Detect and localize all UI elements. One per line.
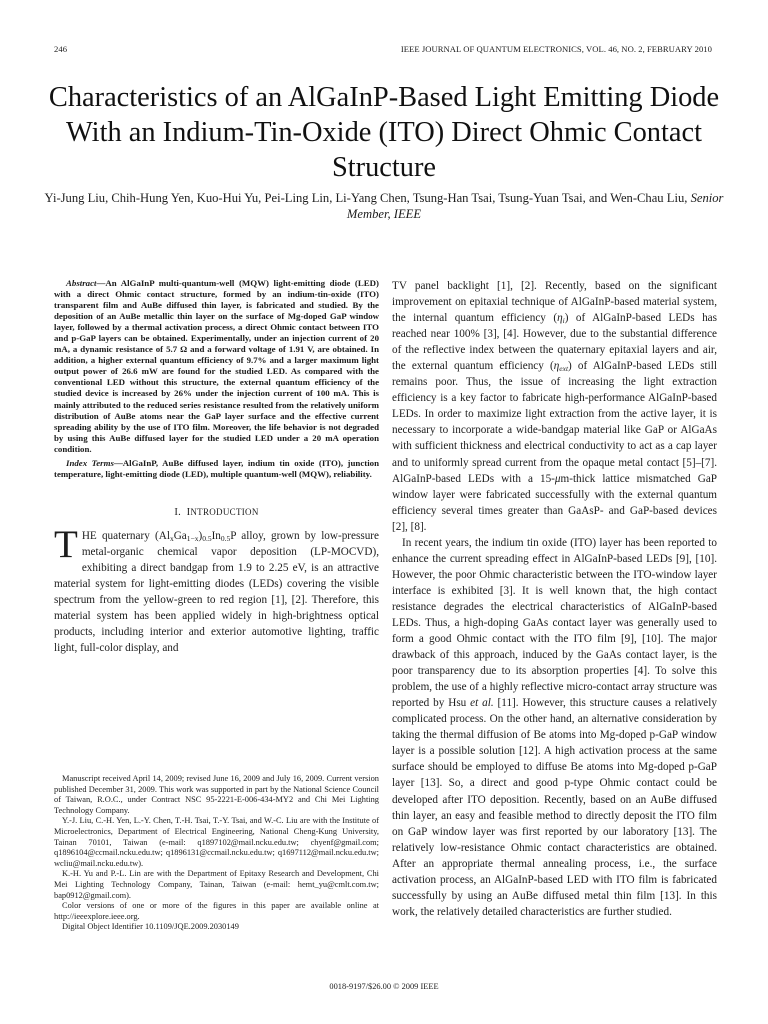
footnote-color-versions: Color versions of one or more of the figures in this paper are available online at http://ieeexplore.ieee.org. bbox=[54, 901, 379, 921]
footnote-affiliation-2: K.-H. Yu and P.-L. Lin are with the Department of Epitaxy Research and Development, Chi Mei Lighting Technology Company, Tainan, Taiwan (e-mail: hemt_yu@cmlt.com.tw; bap0912@gmail.com). bbox=[54, 869, 379, 900]
text-run: In recent years, the indium tin oxide (ITO) layer has been reported to enhance the current spreading effect in AlGaInP-based LEDs [9], [10]. However, the poor Ohmic characteristic between the ITO-window layer interface is exhibited [3]. It is well known that, the high contact resistance degrades the electrical characteristics of AlGaInP-based LEDs. Thus, a high-doping GaAs contact layer was generally used to form a good Ohmic contact with the ITO film [9], [10]. The major drawback of this approach, induced by the GaAs contact layer, is the poor transparency due to its absorption properties [4]. To solve this problem, the use of a highly reflective micro-contact array structure was reported by Hsu bbox=[392, 536, 717, 710]
page-header bbox=[54, 44, 712, 58]
subscript: 0.5 bbox=[202, 533, 212, 543]
paper-title: Characteristics of an AlGaInP-Based Light Emitting Diode With an Indium-Tin-Oxide (ITO) Direct Ohmic Contact Structure bbox=[48, 82, 720, 183]
abstract-text: —An AlGaInP multi-quantum-well (MQW) light-emitting diode (LED) with a direct Ohmic contact structure, formed by an indium-tin-oxide (ITO) transparent film and AuBe diffused thin layer, is fabricated and studied. By the deposition of an AuBe metallic thin layer on the surface of Mg-doped GaP window layer, followed by a thermal activation process, a direct Ohmic contact between ITO and p-GaP layers can be obtained. Experimentally, under an injection current of 20 mA, a dynamic resistance of 5.7 Ω and a forward voltage of 1.91 V, are obtained. In addition, a higher external quantum efficiency of 9.7% and a larger maximum light output power of 26.6 mW are found for the studied LED. As compared with the conventional LED without this structure, the external quantum efficiency of the studied device is increased by 26% under the injection current of 100 mA. This is mainly attributed to the reduced series resistance resulted from the relatively uniform distribution of AuBe atoms near the GaP layer surface and the effective current spreading ability by the use of ITO film. Moreover, the life behavior is not degraded by using this AuBe diffused layer for the studied LED under a 20 mA operation condition. bbox=[54, 278, 379, 454]
subscript: 0.5 bbox=[220, 533, 231, 543]
abstract-label: Abstract bbox=[66, 278, 97, 288]
index-terms-label: Index Terms bbox=[66, 457, 114, 468]
section-title-initial: I bbox=[186, 506, 191, 518]
index-terms bbox=[54, 458, 379, 480]
intro-text-a: HE quaternary (Al bbox=[81, 529, 170, 542]
symbol-mu: μ bbox=[554, 472, 561, 485]
index-terms-text: —AlGaInP, AuBe diffused layer, indium tin oxide (ITO), junction temperature, light-emitting diode (LED), multiple quantum-well (MQW), reliability. bbox=[54, 457, 380, 479]
intro-text-e: P alloy, grown by low-pressure metal-organic chemical vapor deposition (LP-MOCVD), exhibiting a direct bandgap from 1.9 to 2.25 eV, is an attractive material system for light-emitting diodes (LEDs) covering the visible spectrum from the yellow-green to red region [1], [2]. Therefore, this material system has been applied widely in high-brightness optical products, including interior and exterior automotive lighting, traffic light, full-color display, and bbox=[54, 529, 379, 655]
author-names: Yi-Jung Liu, Chih-Hung Yen, Kuo-Hui Yu, Pei-Ling Lin, Li-Yang Chen, Tsung-Han Tsai, Tsung-Yuan Tsai, and Wen-Chau Liu, bbox=[44, 191, 688, 205]
right-column bbox=[392, 278, 717, 920]
section-title-rest: NTRODUCTION bbox=[190, 506, 259, 517]
symbol-eta: η bbox=[553, 360, 560, 373]
subscript: 1−x bbox=[186, 533, 199, 543]
text-run: TV panel backlight [1], [2]. Recently, based on the significant improvement on epitaxial technique of AlGaInP-based material system, the internal quantum efficiency ( bbox=[392, 280, 717, 325]
footnote-doi: Digital Object Identifier 10.1109/JQE.2009.2030149 bbox=[62, 922, 239, 932]
section-numeral: I. bbox=[174, 506, 181, 518]
subscript: i bbox=[562, 316, 565, 326]
text-run: ) of AlGaInP-based LEDs still remains poor. Thus, the issue of increasing the light extraction efficiency is a key factor to fabricate high-performance AlGaInP-based LEDs. In order to maximize light extraction from the active layer, it is necessary to incorporate a wide-bandgap material like GaP or AlGaAs with sufficient thickness and electrical conductivity to act as a cap layer and to uniformly spread current from the opaque metal contact [5]–[7]. AlGaInP-based LEDs with a 15- bbox=[392, 360, 717, 485]
author-membership: Senior Member, IEEE bbox=[346, 191, 724, 221]
footnotes bbox=[54, 774, 379, 933]
intro-text-d: In bbox=[211, 529, 221, 542]
page-number: 246 bbox=[54, 44, 68, 54]
intro-text-b: Ga bbox=[173, 529, 187, 542]
et-al: et al. bbox=[470, 697, 494, 710]
journal-running-head: IEEE JOURNAL OF QUANTUM ELECTRONICS, VOL. 46, NO. 2, FEBRUARY 2010 bbox=[400, 44, 712, 54]
intro-text-c: ) bbox=[198, 529, 203, 542]
text-run: [11]. However, this structure causes a relatively complicated process. On the other hand, an alternative consideration by taking the thermal diffusion of Be atoms into Mg-doped p-GaP window layer is a possible solution [12]. A high activation process at the same surface should be employed to diffuse Be atoms into Mg-doped p-GaP layer [13]. So, a direct and good p-type Ohmic contact could be developed after ITO deposition. Recently, based on an AuBe diffused thin layer, an easy and feasible method to directly deposit the ITO film on GaP window layer was first reported by our laboratory [13]. The relatively low-resistance Ohmic contact characteristics are obtained. After an appropriate thermal annealing process, i.e., the surface activation process, an AlGaInP-based LED with ITO film is fabricated successfully by using an AuBe diffused metal thin film [13]. In this work, the relatively detailed characteristics are further studied. bbox=[392, 697, 717, 918]
body-paragraph bbox=[392, 535, 717, 920]
text-run: m-thick lattice mismatched GaP window layer were fabricated successfully with the external quantum efficiency several times greater than GaAsP- and GaP-based devices [2], [8]. bbox=[392, 472, 718, 533]
subscript: x bbox=[169, 533, 174, 543]
text-run: ) of AlGaInP-based LEDs has reached near 100% [3], [4]. However, due to the substantial difference of the reflective index between the quaternary epitaxial layers and air, the external quantum efficiency ( bbox=[392, 312, 717, 373]
footnote-manuscript: Manuscript received April 14, 2009; revised June 16, 2009 and July 16, 2009. Current version published December 31, 2009. This work was supported in part by the National Science Council of Taiwan, R.O.C., under Contract NSC 95-2221-E-006-434-MY2 and Chi Mei Lighting Technology Company. bbox=[54, 774, 379, 815]
footnote-affiliation-1: Y.-J. Liu, C.-H. Yen, L.-Y. Chen, T.-H. Tsai, T.-Y. Tsai, and W.-C. Liu are with the Institute of Microelectronics, Department of Electrical Engineering, National Cheng-Kung University, Tainan 70101, Taiwan (e-mail: q1897102@mail.ncku.edu.tw; chyenf@gmail.com; q1896104@ccmail.ncku.edu.tw; q1896131@ccmail.ncku.edu.tw; q1697112@mail.ncku.edu.tw; wcliu@mail.ncku.edu.tw). bbox=[54, 816, 379, 868]
section-heading bbox=[54, 505, 379, 520]
copyright-footer: 0018-9197/$26.00 © 2009 IEEE bbox=[329, 982, 439, 991]
subscript: ext bbox=[559, 364, 569, 374]
abstract bbox=[54, 278, 379, 455]
drop-cap: T bbox=[54, 522, 78, 566]
body-paragraph bbox=[392, 278, 717, 535]
symbol-eta: η bbox=[557, 312, 563, 325]
intro-paragraph bbox=[54, 522, 379, 656]
author-list bbox=[40, 190, 728, 222]
left-column bbox=[54, 278, 379, 656]
